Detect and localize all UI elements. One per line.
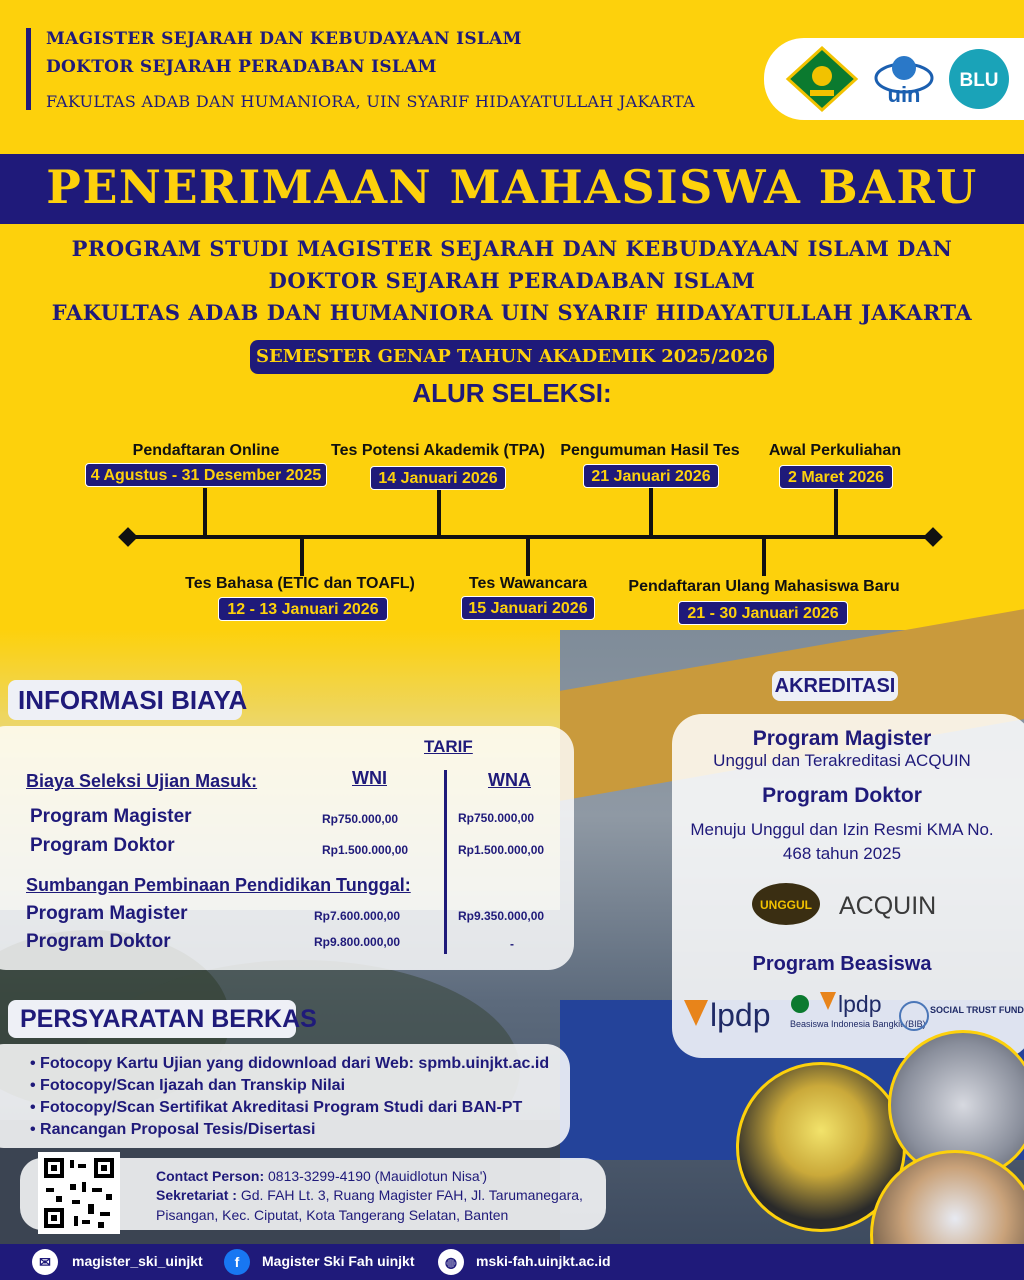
biaya-heading: INFORMASI BIAYA <box>8 680 242 720</box>
requirement-item: • Rancangan Proposal Tesis/Disertasi <box>30 1121 316 1138</box>
fee-wna: Rp750.000,00 <box>458 811 535 825</box>
magister-sub: Unggul dan Terakreditasi ACQUIN <box>713 751 971 770</box>
event-date: 21 Januari 2026 <box>583 464 719 488</box>
requirement-item: • Fotocopy/Scan Sertifikat Akreditasi Program Studi dari BAN-PT <box>30 1099 523 1116</box>
timeline-tick <box>437 488 441 536</box>
timeline-end-diamond <box>923 527 943 547</box>
svg-text:lpdp: lpdp <box>710 997 771 1033</box>
fee-wna: Rp9.350.000,00 <box>458 909 545 923</box>
akreditasi-heading: AKREDITASI <box>772 671 898 701</box>
lpdp-logo-icon <box>684 997 771 1033</box>
facebook-icon: f <box>224 1249 250 1275</box>
email-icon: ✉ <box>32 1249 58 1275</box>
alur-seleksi-heading: ALUR SELEKSI: <box>412 378 612 408</box>
event-date: 15 Januari 2026 <box>461 596 595 620</box>
wni-header: WNI <box>352 768 387 788</box>
timeline-tick <box>300 538 304 576</box>
blu-logo-icon <box>949 49 1009 109</box>
event-label: Tes Bahasa (ETIC dan TOAFL) <box>185 575 415 592</box>
fee-wni: Rp9.800.000,00 <box>314 935 401 949</box>
fee-row-label: Program Doktor <box>26 931 171 952</box>
svg-text:uin: uin <box>887 82 921 107</box>
event-date: 21 - 30 Januari 2026 <box>678 601 848 625</box>
timeline-tick <box>834 488 838 536</box>
timeline-line <box>124 535 936 539</box>
fee-wna: - <box>510 937 514 951</box>
fee-row-label: Program Magister <box>30 806 192 827</box>
event-label: Pendaftaran Online <box>132 442 280 459</box>
event-label: Tes Wawancara <box>468 575 588 592</box>
timeline-tick <box>526 538 530 576</box>
header-line-1: MAGISTER SEJARAH DAN KEBUDAYAAN ISLAM <box>46 29 522 49</box>
semester-badge: SEMESTER GENAP TAHUN AKADEMIK 2025/2026 <box>250 340 774 374</box>
svg-text:lpdp: lpdp <box>838 991 882 1017</box>
fee-wni: Rp7.600.000,00 <box>314 909 401 923</box>
sekretariat: Sekretariat : Gd. FAH Lt. 3, Ruang Magister FAH, Jl. Tarumanegara, <box>156 1187 583 1203</box>
program-line-3: FAKULTAS ADAB DAN HUMANIORA UIN SYARIF HIDAYATULLAH JAKARTA <box>51 300 973 325</box>
event-date: 2 Maret 2026 <box>779 465 893 489</box>
event-date: 4 Agustus - 31 Desember 2025 <box>85 463 327 487</box>
header-faculty: FAKULTAS ADAB DAN HUMANIORA, UIN SYARIF HIDAYATULLAH JAKARTA <box>46 92 695 111</box>
qr-code-icon[interactable] <box>38 1152 120 1234</box>
magister-title: Program Magister <box>752 727 932 750</box>
tarif-label: TARIF <box>424 737 473 756</box>
page-title: PENERIMAAN MAHASISWA BARU <box>46 160 978 214</box>
kemenag-logo-icon <box>788 48 856 110</box>
header-line-2: DOKTOR SEJARAH PERADABAN ISLAM <box>46 57 437 77</box>
doktor-title: Program Doktor <box>762 784 922 807</box>
event-label: Pendaftaran Ulang Mahasiswa Baru <box>628 578 900 595</box>
program-line-2: DOKTOR SEJARAH PERADABAN ISLAM <box>268 268 756 293</box>
program-line-1: PROGRAM STUDI MAGISTER SEJARAH DAN KEBUDAYAAN ISLAM DAN <box>71 236 953 261</box>
bib-logo-icon <box>790 991 926 1029</box>
event-date: 12 - 13 Januari 2026 <box>218 597 388 621</box>
persyaratan-heading: PERSYARATAN BERKAS <box>8 1000 296 1038</box>
doktor-sub-2: 468 tahun 2025 <box>782 844 902 863</box>
fee-wna: Rp1.500.000,00 <box>458 843 545 857</box>
timeline-tick <box>649 488 653 536</box>
seleksi-title: Biaya Seleksi Ujian Masuk: <box>26 771 258 791</box>
unggul-badge-icon <box>752 883 820 925</box>
event-label: Pengumuman Hasil Tes <box>560 442 740 459</box>
accreditation-logos <box>748 882 948 932</box>
sekretariat-address-2: Pisangan, Kec. Ciputat, Kota Tangerang Selatan, Banten <box>156 1207 509 1223</box>
footer-website[interactable]: mski-fah.uinjkt.ac.id <box>476 1253 611 1269</box>
doktor-sub-1: Menuju Unggul dan Izin Resmi KMA No. <box>690 820 994 839</box>
timeline-tick <box>203 488 207 536</box>
requirement-item: • Fotocopy/Scan Ijazah dan Transkip Nilai <box>30 1077 346 1094</box>
svg-text:SOCIAL TRUST FUND: SOCIAL TRUST FUND <box>930 1005 1024 1015</box>
partner-logos <box>764 38 1024 120</box>
timeline-start-diamond <box>118 527 138 547</box>
event-label: Tes Potensi Akademik (TPA) <box>331 442 545 459</box>
event-label: Awal Perkuliahan <box>768 442 902 459</box>
timeline-tick <box>762 538 766 576</box>
logo-panel <box>764 38 1024 120</box>
svg-text:Beasiswa Indonesia Bangkit (BI: Beasiswa Indonesia Bangkit (BIB) <box>790 1019 926 1029</box>
fee-wni: Rp750.000,00 <box>322 812 399 826</box>
wna-header: WNA <box>488 770 531 790</box>
tarif-divider <box>444 770 447 954</box>
event-date: 14 Januari 2026 <box>370 466 506 490</box>
beasiswa-title: Program Beasiswa <box>752 953 932 975</box>
spp-title: Sumbangan Pembinaan Pendidikan Tunggal: <box>26 875 411 895</box>
acquin-logo-icon: ACQUIN <box>839 892 937 920</box>
fee-row-label: Program Magister <box>26 903 188 924</box>
contact-person: Contact Person: 0813-3299-4190 (Mauidlotun Nisa') <box>156 1168 488 1184</box>
footer-email[interactable]: magister_ski_uinjkt <box>72 1253 203 1269</box>
footer-facebook[interactable]: Magister Ski Fah uinjkt <box>262 1253 415 1269</box>
header-accent-bar <box>26 28 31 110</box>
globe-icon: ◍ <box>438 1249 464 1275</box>
requirement-item: • Fotocopy Kartu Ujian yang didownload dari Web: spmb.uinjkt.ac.id <box>30 1055 550 1072</box>
fee-wni: Rp1.500.000,00 <box>322 843 409 857</box>
uin-logo-icon <box>876 56 932 107</box>
svg-text:BLU: BLU <box>959 70 999 91</box>
fee-row-label: Program Doktor <box>30 835 175 856</box>
svg-text:UNGGUL: UNGGUL <box>760 898 812 912</box>
